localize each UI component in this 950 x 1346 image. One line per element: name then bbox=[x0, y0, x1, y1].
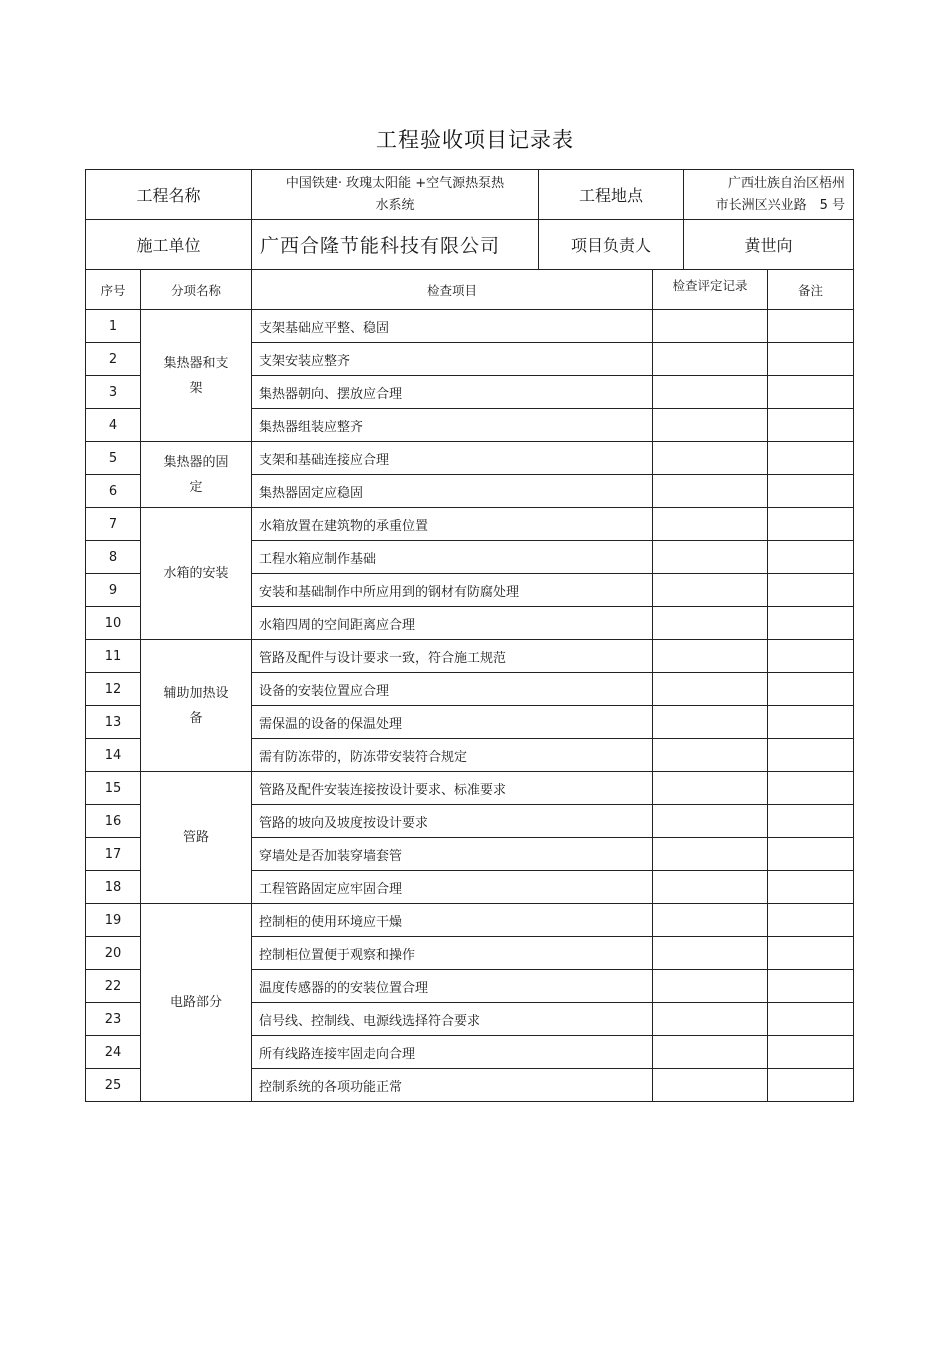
remarks-cell[interactable] bbox=[768, 607, 854, 640]
remarks-cell[interactable] bbox=[768, 442, 854, 475]
evaluation-cell[interactable] bbox=[653, 607, 768, 640]
evaluation-cell[interactable] bbox=[653, 904, 768, 937]
remarks-cell[interactable] bbox=[768, 376, 854, 409]
location-value bbox=[684, 170, 854, 220]
evaluation-cell[interactable] bbox=[653, 541, 768, 574]
evaluation-cell[interactable] bbox=[653, 739, 768, 772]
remarks-cell[interactable] bbox=[768, 574, 854, 607]
check-item: 工程管路固定应牢固合理 bbox=[252, 871, 653, 904]
check-item: 支架和基础连接应合理 bbox=[252, 442, 653, 475]
evaluation-cell[interactable] bbox=[653, 970, 768, 1003]
check-item: 控制柜的使用环境应干燥 bbox=[252, 904, 653, 937]
row-number: 25 bbox=[86, 1069, 141, 1102]
check-item: 支架基础应平整、稳固 bbox=[252, 310, 653, 343]
project-info-row bbox=[86, 170, 854, 220]
table-row bbox=[86, 772, 854, 805]
remarks-cell[interactable] bbox=[768, 1003, 854, 1036]
row-number: 22 bbox=[86, 970, 141, 1003]
evaluation-cell[interactable] bbox=[653, 409, 768, 442]
location-line2: 市长洲区兴业路 5 号 bbox=[715, 197, 845, 213]
remarks-cell[interactable] bbox=[768, 640, 854, 673]
category-cell bbox=[141, 442, 252, 508]
evaluation-cell[interactable] bbox=[653, 1069, 768, 1102]
column-header-remarks: 备注 bbox=[768, 270, 854, 310]
check-item: 温度传感器的的安装位置合理 bbox=[252, 970, 653, 1003]
remarks-cell[interactable] bbox=[768, 706, 854, 739]
row-number: 10 bbox=[86, 607, 141, 640]
remarks-cell[interactable] bbox=[768, 805, 854, 838]
project-name-line2: 水系统 bbox=[375, 197, 415, 213]
remarks-cell[interactable] bbox=[768, 343, 854, 376]
check-item: 水箱四周的空间距离应合理 bbox=[252, 607, 653, 640]
check-item: 控制系统的各项功能正常 bbox=[252, 1069, 653, 1102]
inspection-items-table bbox=[85, 269, 854, 1102]
remarks-cell[interactable] bbox=[768, 739, 854, 772]
row-number: 20 bbox=[86, 937, 141, 970]
category-cell bbox=[141, 904, 252, 1102]
remarks-cell[interactable] bbox=[768, 1036, 854, 1069]
contractor-label: 施工单位 bbox=[86, 220, 252, 270]
evaluation-cell[interactable] bbox=[653, 673, 768, 706]
table-row bbox=[86, 310, 854, 343]
manager-value: 黄世向 bbox=[684, 220, 854, 270]
row-number: 17 bbox=[86, 838, 141, 871]
row-number: 18 bbox=[86, 871, 141, 904]
remarks-cell[interactable] bbox=[768, 673, 854, 706]
category-label: 集热器和支架 bbox=[163, 355, 229, 396]
check-item: 穿墙处是否加装穿墙套管 bbox=[252, 838, 653, 871]
check-item: 所有线路连接牢固走向合理 bbox=[252, 1036, 653, 1069]
check-item: 控制柜位置便于观察和操作 bbox=[252, 937, 653, 970]
category-cell bbox=[141, 508, 252, 640]
evaluation-cell[interactable] bbox=[653, 376, 768, 409]
evaluation-cell[interactable] bbox=[653, 343, 768, 376]
remarks-cell[interactable] bbox=[768, 937, 854, 970]
remarks-cell[interactable] bbox=[768, 970, 854, 1003]
row-number: 24 bbox=[86, 1036, 141, 1069]
category-cell bbox=[141, 640, 252, 772]
row-number: 3 bbox=[86, 376, 141, 409]
row-number: 19 bbox=[86, 904, 141, 937]
row-number: 12 bbox=[86, 673, 141, 706]
category-cell bbox=[141, 772, 252, 904]
row-number: 6 bbox=[86, 475, 141, 508]
category-label: 水箱的安装 bbox=[163, 566, 229, 581]
column-header-category: 分项名称 bbox=[141, 270, 252, 310]
category-label: 集热器的固定 bbox=[163, 454, 229, 495]
remarks-cell[interactable] bbox=[768, 409, 854, 442]
table-row bbox=[86, 508, 854, 541]
check-item: 集热器固定应稳固 bbox=[252, 475, 653, 508]
evaluation-cell[interactable] bbox=[653, 508, 768, 541]
check-item: 安装和基础制作中所应用到的钢材有防腐处理 bbox=[252, 574, 653, 607]
check-item: 设备的安装位置应合理 bbox=[252, 673, 653, 706]
column-header-evaluation: 检查评定记录 bbox=[653, 270, 768, 310]
check-item: 集热器朝向、摆放应合理 bbox=[252, 376, 653, 409]
remarks-cell[interactable] bbox=[768, 1069, 854, 1102]
category-label: 电路部分 bbox=[169, 995, 222, 1010]
check-item: 信号线、控制线、电源线选择符合要求 bbox=[252, 1003, 653, 1036]
evaluation-cell[interactable] bbox=[653, 640, 768, 673]
evaluation-cell[interactable] bbox=[653, 475, 768, 508]
row-number: 16 bbox=[86, 805, 141, 838]
contractor-value: 广西合隆节能科技有限公司 bbox=[252, 220, 539, 270]
category-label: 辅助加热设备 bbox=[163, 685, 229, 726]
project-name-value bbox=[252, 170, 539, 220]
check-item: 管路及配件安装连接按设计要求、标准要求 bbox=[252, 772, 653, 805]
project-name-label: 工程名称 bbox=[86, 170, 252, 220]
check-item: 管路的坡向及坡度按设计要求 bbox=[252, 805, 653, 838]
check-item: 集热器组装应整齐 bbox=[252, 409, 653, 442]
row-number: 2 bbox=[86, 343, 141, 376]
evaluation-cell[interactable] bbox=[653, 1003, 768, 1036]
page-title: 工程验收项目记录表 bbox=[376, 128, 574, 152]
remarks-cell[interactable] bbox=[768, 310, 854, 343]
row-number: 7 bbox=[86, 508, 141, 541]
row-number: 13 bbox=[86, 706, 141, 739]
evaluation-cell[interactable] bbox=[653, 442, 768, 475]
table-row bbox=[86, 442, 854, 475]
evaluation-cell[interactable] bbox=[653, 805, 768, 838]
row-number: 1 bbox=[86, 310, 141, 343]
remarks-cell[interactable] bbox=[768, 508, 854, 541]
check-item: 工程水箱应制作基础 bbox=[252, 541, 653, 574]
check-item: 支架安装应整齐 bbox=[252, 343, 653, 376]
evaluation-cell[interactable] bbox=[653, 772, 768, 805]
remarks-cell[interactable] bbox=[768, 772, 854, 805]
table-row bbox=[86, 640, 854, 673]
row-number: 9 bbox=[86, 574, 141, 607]
check-item: 需有防冻带的，防冻带安装符合规定 bbox=[252, 739, 653, 772]
remarks-cell[interactable] bbox=[768, 871, 854, 904]
project-info-table bbox=[85, 169, 854, 270]
row-number: 11 bbox=[86, 640, 141, 673]
remarks-cell[interactable] bbox=[768, 838, 854, 871]
evaluation-cell[interactable] bbox=[653, 1036, 768, 1069]
evaluation-cell[interactable] bbox=[653, 838, 768, 871]
category-cell bbox=[141, 310, 252, 442]
row-number: 5 bbox=[86, 442, 141, 475]
row-number: 4 bbox=[86, 409, 141, 442]
manager-label: 项目负责人 bbox=[539, 220, 684, 270]
category-label: 管路 bbox=[182, 830, 209, 845]
evaluation-cell[interactable] bbox=[653, 574, 768, 607]
contractor-row bbox=[86, 220, 854, 270]
row-number: 23 bbox=[86, 1003, 141, 1036]
location-label: 工程地点 bbox=[539, 170, 684, 220]
row-number: 15 bbox=[86, 772, 141, 805]
location-line1: 广西壮族自治区梧州 bbox=[727, 175, 845, 191]
column-header-item: 检查项目 bbox=[252, 270, 653, 310]
check-item: 水箱放置在建筑物的承重位置 bbox=[252, 508, 653, 541]
remarks-cell[interactable] bbox=[768, 541, 854, 574]
check-item: 需保温的设备的保温处理 bbox=[252, 706, 653, 739]
evaluation-cell[interactable] bbox=[653, 937, 768, 970]
evaluation-cell[interactable] bbox=[653, 871, 768, 904]
project-name-line1: 中国铁建· 玫瑰太阳能 +空气源热泵热 bbox=[285, 175, 505, 191]
evaluation-cell[interactable] bbox=[653, 310, 768, 343]
row-number: 8 bbox=[86, 541, 141, 574]
row-number: 14 bbox=[86, 739, 141, 772]
column-header-row bbox=[86, 270, 854, 310]
check-item: 管路及配件与设计要求一致，符合施工规范 bbox=[252, 640, 653, 673]
evaluation-cell[interactable] bbox=[653, 706, 768, 739]
column-header-seq: 序号 bbox=[86, 270, 141, 310]
table-row bbox=[86, 904, 854, 937]
remarks-cell[interactable] bbox=[768, 475, 854, 508]
remarks-cell[interactable] bbox=[768, 904, 854, 937]
